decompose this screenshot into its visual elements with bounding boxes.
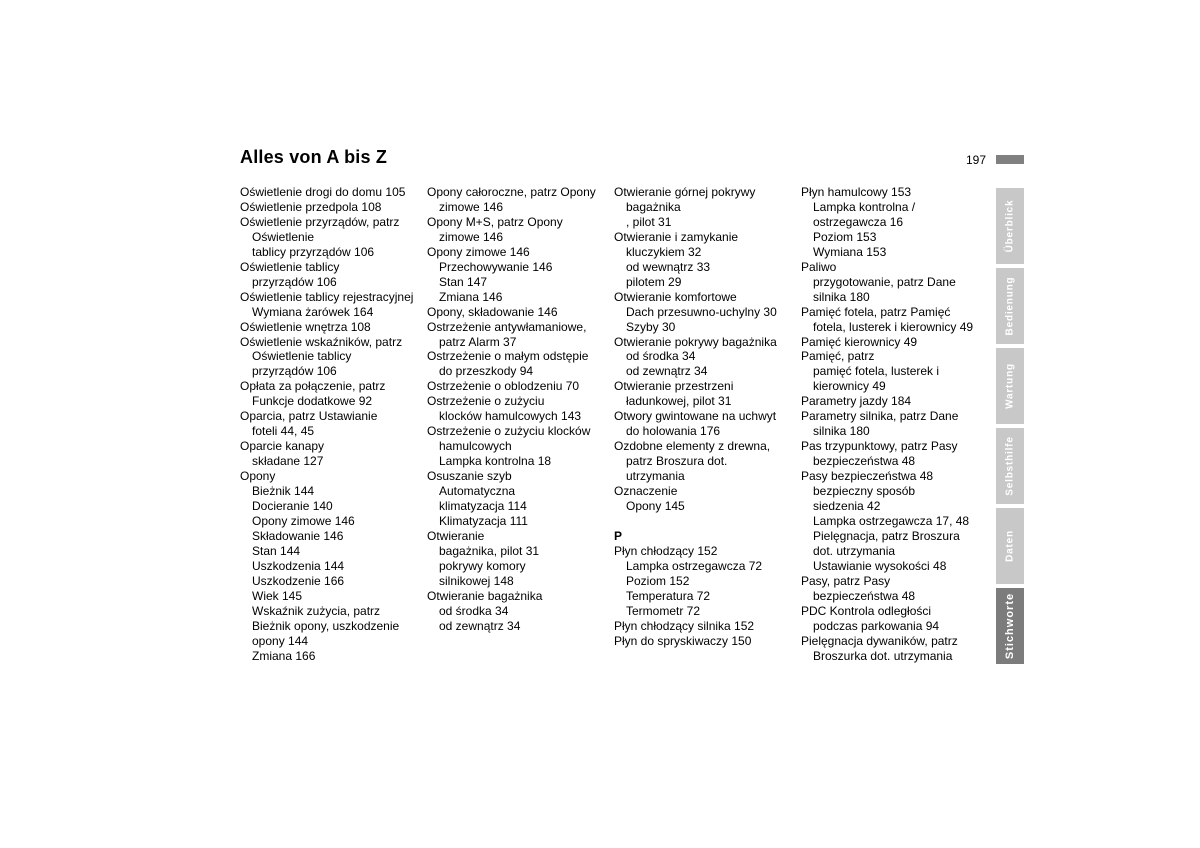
index-subentry: od środka 34 [439, 603, 509, 618]
tab-ueberblick[interactable] [996, 188, 1024, 264]
index-entry: Pamięć, patrz [801, 349, 875, 364]
index-subentry: Termometr 72 [626, 603, 701, 618]
index-entry: Opony [240, 469, 276, 484]
index-subentry: Opony zimowe 146 [252, 513, 355, 528]
tab-label: Daten [1004, 530, 1016, 562]
index-subentry: od środka 34 [626, 349, 696, 364]
index-subentry: Ustawianie wysokości 48 [813, 558, 947, 573]
index-subentry: Automatyczna [439, 484, 516, 499]
index-subentry: foteli 44, 45 [252, 424, 315, 439]
index-subentry: Wymiana 153 [813, 244, 887, 259]
index-entry: Ostrzeżenie o zużyciu [427, 394, 545, 409]
index-entry: Pamięć kierownicy 49 [801, 334, 918, 349]
index-subentry: bezpieczeństwa 48 [813, 454, 916, 469]
index-subentry: Szyby 30 [626, 319, 676, 334]
index-subentry: Poziom 153 [813, 229, 877, 244]
index-subentry: hamulcowych [439, 439, 512, 454]
index-subentry: Funkcje dodatkowe 92 [252, 394, 373, 409]
index-subentry: do holowania 176 [626, 424, 721, 439]
index-subentry: kluczykiem 32 [626, 244, 702, 259]
index-entry: Ostrzeżenie o oblodzeniu 70 [427, 379, 580, 394]
index-subentry: Uszkodzenia 144 [252, 558, 345, 573]
index-entry: PDC Kontrola odległości [801, 603, 932, 618]
tab-label: Bedienung [1004, 276, 1016, 336]
index-subentry: Lampka ostrzegawcza 72 [626, 558, 763, 573]
page-number: 197 [966, 153, 987, 167]
index-subentry: Oświetlenie tablicy [252, 349, 352, 364]
index-subentry: Stan 147 [439, 274, 488, 289]
index-entry: Opony, składowanie 146 [427, 304, 558, 319]
index-subentry: bezpieczeństwa 48 [813, 588, 916, 603]
index-subentry: Wskaźnik zużycia, patrz [252, 603, 381, 618]
index-column-4 [801, 185, 986, 664]
index-subentry: podczas parkowania 94 [813, 618, 940, 633]
index-entry: Otwieranie bagażnika [427, 588, 543, 603]
index-subentry: Bieżnik 144 [252, 484, 315, 499]
index-subentry: od wewnątrz 33 [626, 259, 711, 274]
index-entry: Ostrzeżenie o zużyciu klocków [427, 424, 591, 439]
index-subentry: Wymiana żarówek 164 [252, 304, 374, 319]
index-entry: Paliwo [801, 259, 837, 274]
index-entry: Otwieranie górnej pokrywy [614, 185, 756, 199]
index-entry: Otwieranie [427, 528, 485, 543]
index-subentry: Zmiana 166 [252, 648, 316, 663]
index-subentry: pilotem 29 [626, 274, 682, 289]
index-subentry: bezpieczny sposób [813, 484, 916, 499]
index-entry: Opony zimowe 146 [427, 244, 530, 259]
index-entry: Parametry jazdy 184 [801, 394, 912, 409]
index-subentry: Lampka kontrolna / [813, 199, 916, 214]
index-subentry: od zewnątrz 34 [439, 618, 521, 633]
index-entry: Otwieranie pokrywy bagażnika [614, 334, 777, 349]
index-subentry: utrzymania [626, 469, 685, 484]
tab-bedienung[interactable] [996, 268, 1024, 344]
index-entry: Otwory gwintowane na uchwyt [614, 409, 777, 424]
index-subentry: Oświetlenie [252, 229, 315, 244]
index-subentry: ładunkowej, pilot 31 [626, 394, 732, 409]
index-letter-heading: P [614, 528, 623, 543]
index-entry: Oparcie kanapy [240, 439, 325, 454]
index-subentry: zimowe 146 [439, 229, 504, 244]
index-entry: Płyn hamulcowy 153 [801, 185, 912, 199]
index-entry: Pamięć fotela, patrz Pamięć [801, 304, 951, 319]
index-column-2 [427, 185, 612, 634]
index-entry: Oświetlenie przyrządów, patrz [240, 214, 400, 229]
index-subentry: patrz Broszura dot. [626, 454, 728, 469]
tab-wartung[interactable] [996, 348, 1024, 424]
index-subentry: bagażnika, pilot 31 [439, 543, 540, 558]
index-subentry: ostrzegawcza 16 [813, 214, 904, 229]
index-subentry: przygotowanie, patrz Dane [813, 274, 956, 289]
tab-label: Überblick [1004, 199, 1016, 253]
index-entry: Ostrzeżenie o małym odstępie [427, 349, 589, 364]
page-title: Alles von A bis Z [240, 147, 388, 167]
index-subentry: zimowe 146 [439, 199, 504, 214]
index-subentry: klocków hamulcowych 143 [439, 409, 582, 424]
index-entry: Ozdobne elementy z drewna, [614, 439, 771, 454]
index-subentry: Poziom 152 [626, 573, 690, 588]
index-subentry: Zmiana 146 [439, 289, 503, 304]
index-subentry: silnika 180 [813, 289, 870, 304]
index-subentry: opony 144 [252, 633, 309, 648]
index-subentry: Opony 145 [626, 499, 685, 514]
tab-label: Wartung [1004, 363, 1016, 409]
tab-stichworte[interactable] [996, 588, 1024, 664]
index-entry: Oznaczenie [614, 484, 678, 499]
tab-label: Stichworte [1004, 592, 1016, 660]
index-subentry: od zewnątrz 34 [626, 364, 708, 379]
page-number-bar [996, 155, 1024, 164]
index-subentry: Dach przesuwno-uchylny 30 [626, 304, 777, 319]
index-entry: Oświetlenie wnętrza 108 [240, 319, 371, 334]
index-entry: Opony M+S, patrz Opony [427, 214, 563, 229]
index-entry: Oświetlenie tablicy [240, 259, 340, 274]
index-subentry: patrz Alarm 37 [439, 334, 517, 349]
index-entry: Pas trzypunktowy, patrz Pasy [801, 439, 958, 454]
index-subentry: dot. utrzymania [813, 543, 896, 558]
index-subentry: Klimatyzacja 111 [439, 513, 528, 528]
index-subentry: fotela, lusterek i kierownicy 49 [813, 319, 974, 334]
index-subentry: składane 127 [252, 454, 324, 469]
index-column-3 [614, 185, 799, 649]
index-subentry: , pilot 31 [626, 214, 672, 229]
index-subentry: tablicy przyrządów 106 [252, 244, 375, 259]
index-entry: Oświetlenie wskaźników, patrz [240, 334, 403, 349]
index-subentry: pamięć fotela, lusterek i [813, 364, 940, 379]
index-subentry: silnika 180 [813, 424, 870, 439]
index-subentry: Temperatura 72 [626, 588, 711, 603]
index-entry: Pielęgnacja dywaników, patrz [801, 633, 958, 648]
index-subentry: Docieranie 140 [252, 499, 333, 514]
index-subentry: kierownicy 49 [813, 379, 886, 394]
index-entry: Oświetlenie przedpola 108 [240, 199, 382, 214]
section-tabs [996, 188, 1024, 668]
index-subentry: bagażnika [626, 199, 681, 214]
index-spacer [614, 514, 799, 529]
index-subentry: silnikowej 148 [439, 573, 514, 588]
index-entry: Parametry silnika, patrz Dane [801, 409, 959, 424]
index-entry: Otwieranie i zamykanie [614, 229, 739, 244]
index-subentry: Uszkodzenie 166 [252, 573, 345, 588]
index-subentry: pokrywy komory [439, 558, 526, 573]
index-column-1 [240, 185, 425, 664]
index-subentry: siedzenia 42 [813, 499, 881, 514]
index-subentry: Pielęgnacja, patrz Broszura [813, 528, 960, 543]
index-subentry: Przechowywanie 146 [439, 259, 553, 274]
index-subentry: Stan 144 [252, 543, 301, 558]
index-subentry: przyrządów 106 [252, 274, 337, 289]
index-entry: Otwieranie komfortowe [614, 289, 737, 304]
tab-label: Selbsthilfe [1004, 436, 1016, 496]
index-entry: Opony całoroczne, patrz Opony [427, 185, 596, 199]
index-subentry: Lampka ostrzegawcza 17, 48 [813, 513, 970, 528]
index-subentry: klimatyzacja 114 [439, 499, 527, 514]
index-entry: Oparcia, patrz Ustawianie [240, 409, 378, 424]
index-entry: Otwieranie przestrzeni [614, 379, 734, 394]
index-entry: Płyn do spryskiwaczy 150 [614, 633, 752, 648]
index-entry: Oświetlenie drogi do domu 105 [240, 185, 406, 199]
index-subentry: Broszurka dot. utrzymania [813, 648, 953, 663]
index-entry: Ostrzeżenie antywłamaniowe, [427, 319, 587, 334]
index-entry: Płyn chłodzący 152 [614, 543, 718, 558]
index-entry: Pasy, patrz Pasy [801, 573, 891, 588]
index-entry: Opłata za połączenie, patrz [240, 379, 386, 394]
tab-daten[interactable] [996, 508, 1024, 584]
index-subentry: do przeszkody 94 [439, 364, 534, 379]
index-entry: Pasy bezpieczeństwa 48 [801, 469, 934, 484]
index-subentry: Wiek 145 [252, 588, 303, 603]
index-entry: Osuszanie szyb [427, 469, 512, 484]
index-subentry: Lampka kontrolna 18 [439, 454, 552, 469]
index-subentry: Bieżnik opony, uszkodzenie [252, 618, 400, 633]
index-subentry: Składowanie 146 [252, 528, 344, 543]
tab-selbsthilfe[interactable] [996, 428, 1024, 504]
index-subentry: przyrządów 106 [252, 364, 337, 379]
index-entry: Płyn chłodzący silnika 152 [614, 618, 755, 633]
index-entry: Oświetlenie tablicy rejestracyjnej [240, 289, 414, 304]
